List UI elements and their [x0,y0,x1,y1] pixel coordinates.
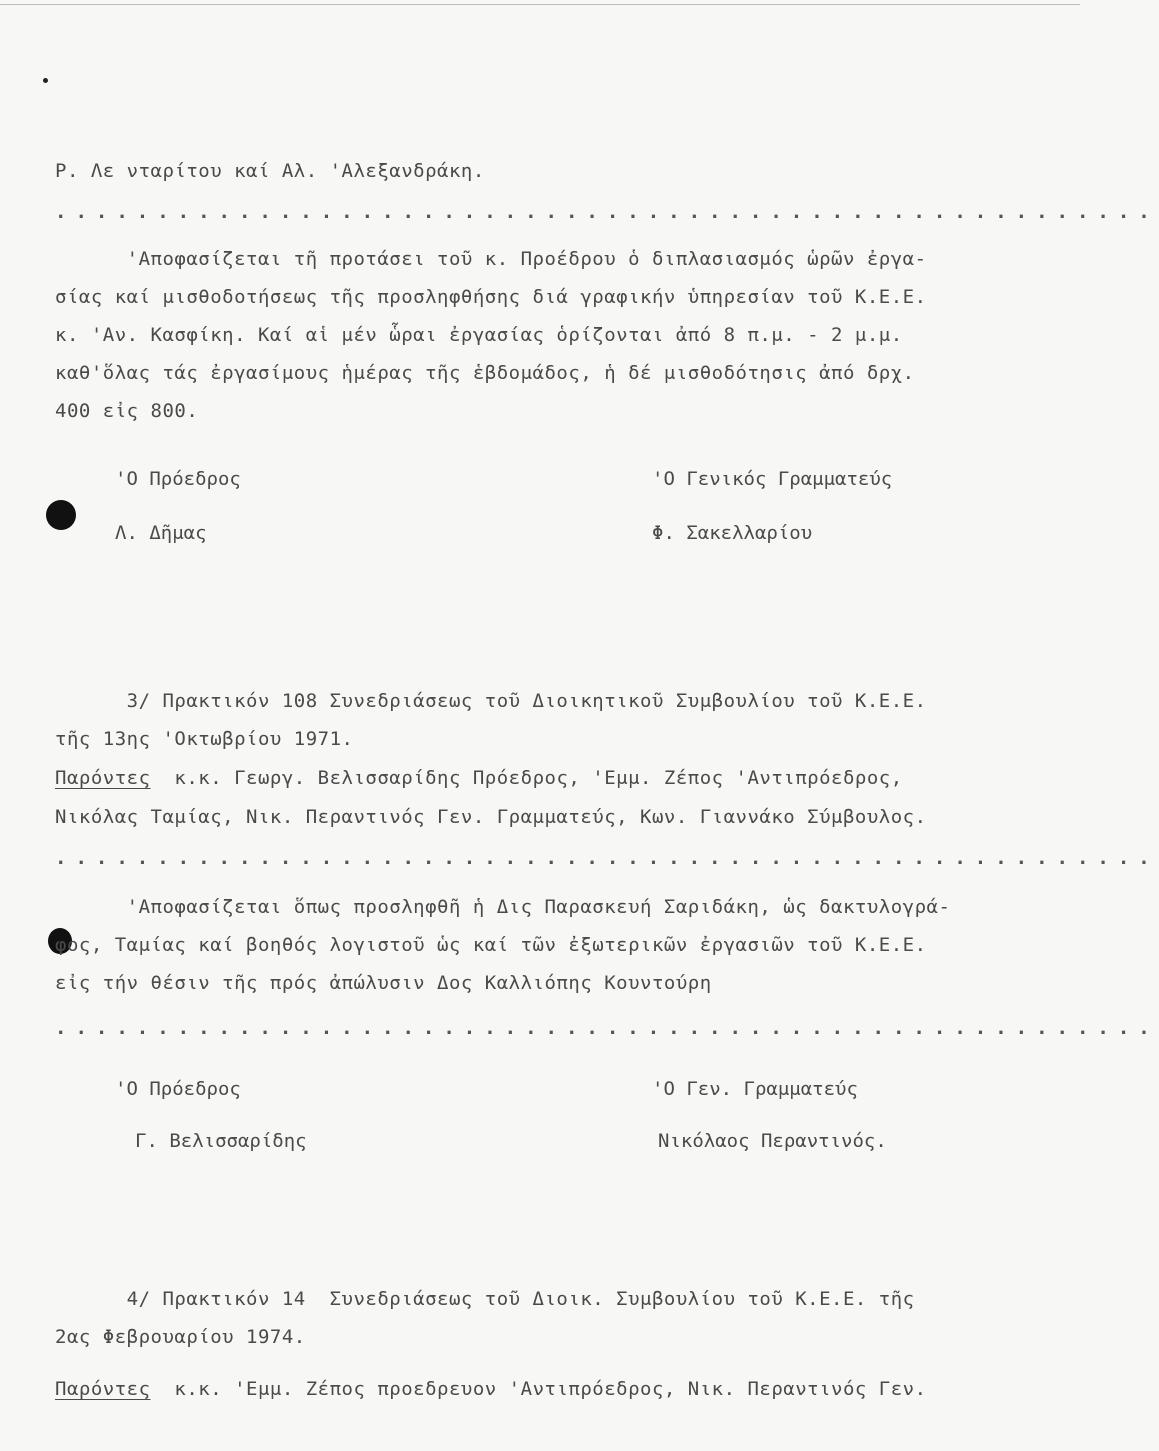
sec3-sig-right-name: Νικόλαος Περαντινός. [658,1130,887,1152]
sec3-heading-line: τῆς 13ης 'Οκτωβρίου 1971. [55,728,354,750]
present-names: κ.κ. 'Εμμ. Ζέπος προεδρευον 'Αντιπρόεδρος, Νικ. Περαντινός Γεν. [150,1378,927,1400]
present-names: κ.κ. Γεωργ. Βελισσαρίδης Πρόεδρος, 'Εμμ. Ζέπος 'Αντιπρόεδρος, [150,767,903,789]
sec3-present-line: Νικόλας Ταμίας, Νικ. Περαντινός Γεν. Γραμματεύς, Κων. Γιαννάκο Σύμβουλος. [55,806,927,828]
separator: ...................................................... [55,201,1159,223]
sec3-body-line: φος, Ταμίας καί βοηθός λογιστοῦ ὡς καί τῶν ἐξωτερικῶν ἐργασιῶν τοῦ Κ.Ε.Ε. [55,934,927,956]
separator: ...................................................... [55,1017,1159,1039]
scan-edge-line [0,4,1080,5]
sec1-line: καθ'ὅλας τάς ἐργασίμους ἡμέρας τῆς ἑβδομάδος, ἡ δέ μισθοδότησις ἀπό δρχ. [55,362,915,384]
sec1-sig-left-name: Λ. Δῆμας [115,522,207,544]
sec1-line: σίας καί μισθοδοτήσεως τῆς προσληφθήσης διά γραφικήν ὑπηρεσίαν τοῦ Κ.Ε.Ε. [55,286,927,308]
sec4-heading-line: 2ας Φεβρουαρίου 1974. [55,1326,306,1348]
sec1-line: 400 εἰς 800. [55,400,199,422]
sec3-body-line: εἰς τήν θέσιν τῆς πρός ἀπώλυσιν Δος Καλλιόπης Κουντούρη [55,972,712,994]
sec3-body-line: 'Αποφασίζεται ὅπως προσληφθῆ ἡ Δις Παρασκευή Σαριδάκη, ὡς δακτυλογρά- [55,896,951,918]
sec1-sig-left-title: 'Ο Πρόεδρος [115,468,241,490]
sec3-sig-right-title: 'Ο Γεν. Γραμματεύς [652,1078,858,1100]
sec4-present-line [55,1376,1045,1402]
sec1-line: κ. 'Αν. Κασφίκη. Καί αἱ μέν ὧραι ἐργασίας ὁρίζονται ἀπό 8 π.μ. - 2 μ.μ. [55,324,903,346]
separator: ...................................................... [55,847,1159,869]
punch-hole [46,500,76,530]
sec1-sig-right-name: Φ. Σακελλαρίου [652,522,813,544]
header-fragment: Ρ. Λε νταρίτου καί Αλ. 'Αλεξανδράκη. [55,160,485,182]
sec1-sig-right-title: 'Ο Γενικός Γραμματεύς [652,468,893,490]
ink-speck [43,78,48,83]
present-label: Παρόντες [55,767,151,789]
sec3-sig-left-title: 'Ο Πρόεδρος [115,1078,241,1100]
present-label: Παρόντες [55,1378,151,1400]
sec3-heading-line: 3/ Πρακτικόν 108 Συνεδριάσεως τοῦ Διοικητικοῦ Συμβουλίου τοῦ Κ.Ε.Ε. [55,690,927,712]
sec4-heading-line: 4/ Πρακτικόν 14 Συνεδριάσεως τοῦ Διοικ. Συμβουλίου τοῦ Κ.Ε.Ε. τῆς [55,1288,915,1310]
sec3-sig-left-name: Γ. Βελισσαρίδης [135,1130,307,1152]
sec3-present-line [55,765,1045,791]
sec1-line: 'Αποφασίζεται τῆ προτάσει τοῦ κ. Προέδρου ὁ διπλασιασμός ὡρῶν ἐργα- [55,248,927,270]
